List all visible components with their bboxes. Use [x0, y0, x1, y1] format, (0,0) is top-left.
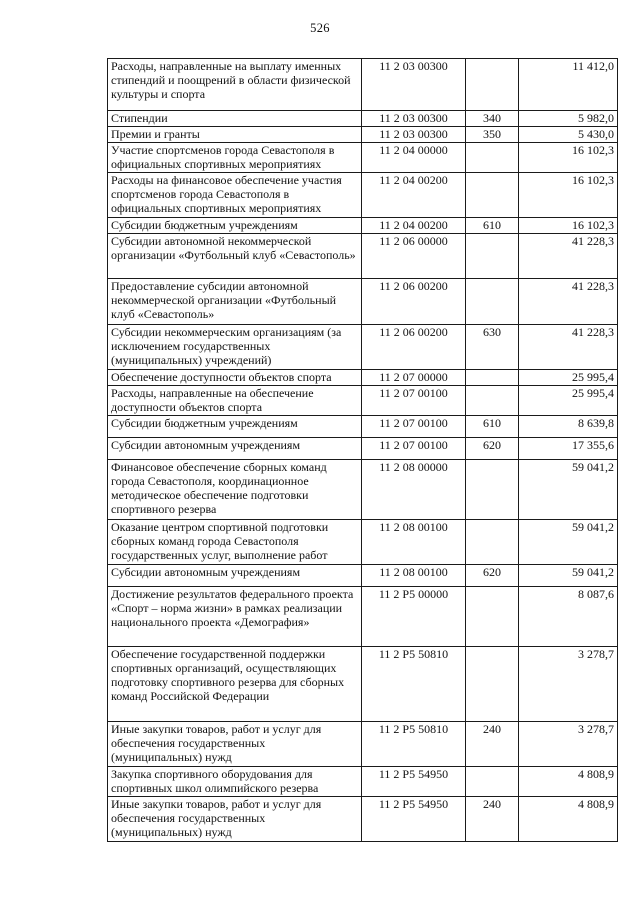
row-code: 11 2 07 00100 — [362, 438, 466, 460]
row-sum: 8 087,6 — [519, 587, 618, 647]
row-expense-type: 620 — [466, 438, 519, 460]
table-row — [108, 279, 618, 325]
row-code: 11 2 03 00300 — [362, 59, 466, 111]
table-row — [108, 565, 618, 587]
row-name: Финансовое обеспечение сборных команд города Севастополя, координационное методическое обеспечение подготовки спортивного резерва — [108, 460, 362, 520]
row-sum: 16 102,3 — [519, 218, 618, 234]
row-expense-type: 610 — [466, 218, 519, 234]
row-expense-type — [466, 370, 519, 386]
row-name: Субсидии некоммерческим организациям (за исключением государственных (муниципальных) учреждений) — [108, 325, 362, 370]
row-name: Субсидии автономной некоммерческой организации «Футбольный клуб «Севастополь» — [108, 234, 362, 279]
row-expense-type: 350 — [466, 127, 519, 143]
row-sum: 59 041,2 — [519, 520, 618, 565]
row-name: Закупка спортивного оборудования для спортивных школ олимпийского резерва — [108, 767, 362, 797]
row-sum: 4 808,9 — [519, 767, 618, 797]
table-row — [108, 218, 618, 234]
row-sum: 16 102,3 — [519, 143, 618, 173]
row-code: 11 2 08 00100 — [362, 565, 466, 587]
row-expense-type — [466, 173, 519, 218]
row-name: Оказание центром спортивной подготовки сборных команд города Севастополя государственных услуг, выполнение работ — [108, 520, 362, 565]
row-expense-type: 240 — [466, 722, 519, 767]
table-row — [108, 127, 618, 143]
budget-table — [107, 58, 618, 842]
row-code: 11 2 P5 50810 — [362, 647, 466, 722]
table-row — [108, 325, 618, 370]
table-row — [108, 143, 618, 173]
row-name: Субсидии бюджетным учреждениям — [108, 416, 362, 438]
row-sum: 59 041,2 — [519, 460, 618, 520]
row-name: Достижение результатов федерального проекта «Спорт – норма жизни» в рамках реализации национального проекта «Демография» — [108, 587, 362, 647]
row-sum: 41 228,3 — [519, 325, 618, 370]
row-code: 11 2 06 00200 — [362, 325, 466, 370]
row-name: Стипендии — [108, 111, 362, 127]
row-code: 11 2 P5 00000 — [362, 587, 466, 647]
table-row — [108, 438, 618, 460]
row-code: 11 2 P5 50810 — [362, 722, 466, 767]
row-sum: 59 041,2 — [519, 565, 618, 587]
row-expense-type — [466, 647, 519, 722]
row-name: Обеспечение государственной поддержки спортивных организаций, осуществляющих подготовку спортивного резерва для сборных команд Российской Федерации — [108, 647, 362, 722]
table-row — [108, 386, 618, 416]
row-code: 11 2 04 00200 — [362, 218, 466, 234]
row-expense-type — [466, 59, 519, 111]
row-code: 11 2 04 00200 — [362, 173, 466, 218]
row-sum: 17 355,6 — [519, 438, 618, 460]
row-expense-type — [466, 460, 519, 520]
row-expense-type — [466, 279, 519, 325]
row-code: 11 2 07 00000 — [362, 370, 466, 386]
row-code: 11 2 06 00000 — [362, 234, 466, 279]
row-code: 11 2 07 00100 — [362, 416, 466, 438]
table-row — [108, 173, 618, 218]
row-name: Иные закупки товаров, работ и услуг для обеспечения государственных (муниципальных) нужд — [108, 722, 362, 767]
row-code: 11 2 04 00000 — [362, 143, 466, 173]
row-expense-type — [466, 143, 519, 173]
row-sum: 25 995,4 — [519, 386, 618, 416]
table-row — [108, 370, 618, 386]
row-code: 11 2 03 00300 — [362, 127, 466, 143]
row-sum: 3 278,7 — [519, 647, 618, 722]
row-expense-type — [466, 386, 519, 416]
row-name: Субсидии автономным учреждениям — [108, 438, 362, 460]
table-row — [108, 460, 618, 520]
row-sum: 5 982,0 — [519, 111, 618, 127]
row-expense-type: 240 — [466, 797, 519, 842]
table-row — [108, 111, 618, 127]
row-sum: 5 430,0 — [519, 127, 618, 143]
row-expense-type — [466, 234, 519, 279]
row-name: Предоставление субсидии автономной некоммерческой организации «Футбольный клуб «Севастополь» — [108, 279, 362, 325]
row-code: 11 2 06 00200 — [362, 279, 466, 325]
row-code: 11 2 P5 54950 — [362, 797, 466, 842]
table-row — [108, 647, 618, 722]
table-row — [108, 722, 618, 767]
row-expense-type: 620 — [466, 565, 519, 587]
row-expense-type — [466, 587, 519, 647]
table-row — [108, 797, 618, 842]
row-code: 11 2 07 00100 — [362, 386, 466, 416]
row-name: Субсидии бюджетным учреждениям — [108, 218, 362, 234]
row-sum: 25 995,4 — [519, 370, 618, 386]
row-name: Иные закупки товаров, работ и услуг для обеспечения государственных (муниципальных) нужд — [108, 797, 362, 842]
table-row — [108, 416, 618, 438]
row-code: 11 2 08 00100 — [362, 520, 466, 565]
row-sum: 16 102,3 — [519, 173, 618, 218]
table-row — [108, 767, 618, 797]
row-name: Субсидии автономным учреждениям — [108, 565, 362, 587]
table-row — [108, 520, 618, 565]
row-expense-type: 630 — [466, 325, 519, 370]
row-sum: 41 228,3 — [519, 234, 618, 279]
row-code: 11 2 03 00300 — [362, 111, 466, 127]
row-name: Расходы, направленные на выплату именных стипендий и поощрений в области физической культуры и спорта — [108, 59, 362, 111]
row-name: Расходы на финансовое обеспечение участия спортсменов города Севастополя в официальных спортивных мероприятиях — [108, 173, 362, 218]
row-name: Обеспечение доступности объектов спорта — [108, 370, 362, 386]
row-expense-type — [466, 767, 519, 797]
row-expense-type: 340 — [466, 111, 519, 127]
row-sum: 8 639,8 — [519, 416, 618, 438]
table-row — [108, 587, 618, 647]
row-expense-type — [466, 520, 519, 565]
row-name: Расходы, направленные на обеспечение доступности объектов спорта — [108, 386, 362, 416]
row-sum: 4 808,9 — [519, 797, 618, 842]
row-name: Участие спортсменов города Севастополя в официальных спортивных мероприятиях — [108, 143, 362, 173]
row-sum: 3 278,7 — [519, 722, 618, 767]
row-name: Премии и гранты — [108, 127, 362, 143]
row-sum: 41 228,3 — [519, 279, 618, 325]
row-code: 11 2 P5 54950 — [362, 767, 466, 797]
table-row — [108, 234, 618, 279]
table-row — [108, 59, 618, 111]
row-sum: 11 412,0 — [519, 59, 618, 111]
row-expense-type: 610 — [466, 416, 519, 438]
row-code: 11 2 08 00000 — [362, 460, 466, 520]
page-number: 526 — [310, 21, 330, 35]
